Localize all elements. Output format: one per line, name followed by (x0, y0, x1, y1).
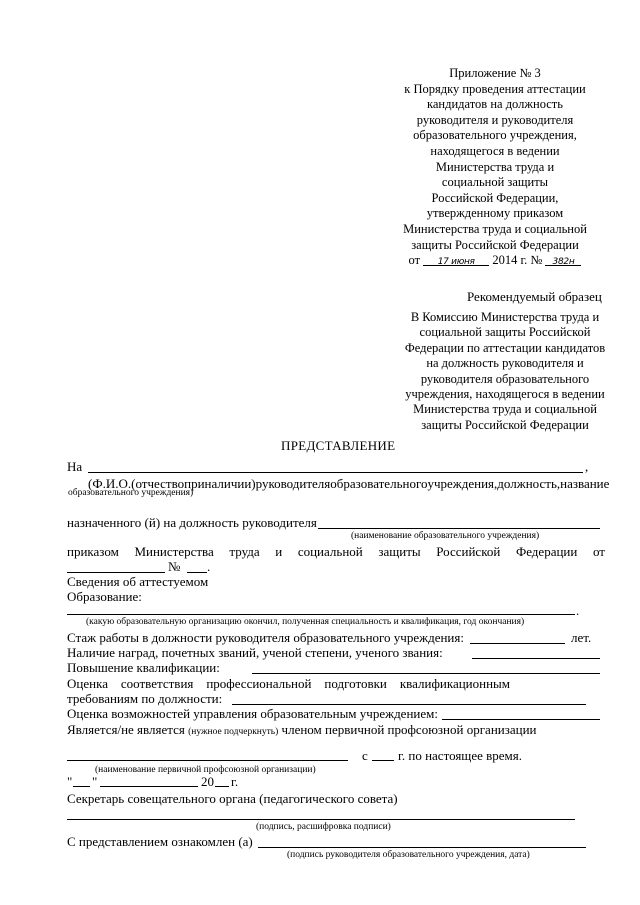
order-date-line (67, 572, 165, 573)
since-year-line (372, 760, 394, 761)
institution-line (318, 528, 600, 529)
acquainted-label: С представлением ознакомлен (а) (67, 834, 253, 849)
qualification-label: Повышение квалификации: (67, 660, 220, 675)
union-label (67, 722, 537, 738)
commission-line: социальной защиты Российской (419, 325, 591, 340)
date-quote-open: " (67, 774, 73, 789)
fio-hint-word: образовательного (330, 476, 428, 491)
fio-hint-line2: образовательного учреждения) (68, 488, 194, 498)
appendix-line: Министерства труда и (435, 159, 555, 174)
union-label-a: Является/не является (67, 722, 185, 737)
order-word: социальной (297, 544, 363, 559)
management-line (442, 719, 600, 720)
since-suffix: г. по настоящее время. (398, 748, 522, 763)
order-word: приказом (67, 544, 119, 559)
info-label: Сведения об аттестуемом (67, 574, 209, 589)
head-signature-line (258, 847, 586, 848)
management-label: Оценка возможностей управления образовательным учреждением: (67, 706, 438, 721)
appendix-block (360, 66, 630, 269)
head-signature-hint: (подпись руководителя образовательного учреждения, дата) (287, 850, 530, 860)
education-line (67, 614, 575, 615)
commission-line: Министерства труда и социальной (413, 402, 597, 417)
commission-address (380, 310, 630, 433)
date-day-line (73, 786, 90, 787)
experience-line (470, 643, 565, 644)
assessment-line2: требованиям по должности: (67, 691, 223, 706)
education-hint: (какую образовательную организацию окончил, полученная специальность и квалификация, год окончания) (86, 617, 525, 627)
assessment-word: подготовки (324, 676, 387, 691)
union-name-line (67, 760, 348, 761)
appendix-line: Министерства труда и социальной (403, 221, 587, 236)
document-title: ПРЕДСТАВЛЕНИЕ (281, 438, 396, 453)
appendix-line: социальной защиты (441, 175, 549, 190)
appointed-label: назначенного (й) на должность руководителя (67, 515, 317, 530)
fio-hint-word: руководителя (255, 476, 331, 491)
union-label-c: членом первичной профсоюзной организации (281, 722, 537, 737)
commission-line: защиты Российской Федерации (421, 417, 589, 432)
date-century: 20 (201, 774, 214, 789)
fio-line (88, 472, 583, 473)
awards-line (472, 658, 600, 659)
order-word: труда (229, 544, 260, 559)
secretary-signature-line (67, 819, 575, 820)
number-sign: № (168, 559, 181, 574)
fio-hint-word: наличии) (204, 476, 256, 491)
education-label: Образование: (67, 589, 142, 604)
education-dot: . (576, 603, 580, 618)
date-prefix: от (408, 253, 421, 268)
appendix-line: Российской Федерации, (431, 190, 559, 205)
number-tail: . (207, 559, 211, 574)
year-text: 2014 г. № (492, 253, 543, 268)
institution-hint: (наименование образовательного учреждения) (351, 531, 540, 541)
secretary-label: Секретарь совещательного органа (педагогического совета) (67, 791, 398, 806)
assessment-word: Оценка (67, 676, 108, 691)
fio-hint-word: при (184, 476, 205, 491)
appendix-line: к Порядку проведения аттестации (404, 81, 586, 96)
fio-hint-word: должность, (497, 476, 561, 491)
appendix-line: Приложение № 3 (449, 66, 541, 80)
order-number-line (187, 572, 207, 573)
assessment-line (67, 676, 510, 692)
fio-hint-word: (Ф.И.О. (88, 476, 132, 491)
date-year-suffix: г. (231, 774, 239, 789)
order-line (67, 544, 605, 560)
commission-line: Федерации по аттестации кандидатов (404, 340, 606, 355)
appendix-line: образовательного учреждения, (413, 128, 577, 143)
commission-line: учреждения, находящегося в ведении (405, 387, 605, 402)
assessment-word: профессиональной (206, 676, 312, 691)
commission-line: на должность руководителя и (426, 356, 584, 371)
fio-hint-word: (отчество (131, 476, 185, 491)
date-year-line (215, 786, 229, 787)
commission-line: руководителя образовательного (420, 371, 590, 386)
experience-unit: лет. (571, 630, 592, 645)
experience-label: Стаж работы в должности руководителя образовательного учреждения: (67, 630, 464, 645)
appendix-date-line (360, 253, 630, 269)
appendix-line: находящегося в ведении (430, 143, 560, 158)
appendix-line: утвержденному приказом (426, 206, 564, 221)
date-quote-close: " (92, 774, 98, 789)
order-word: Министерства (134, 544, 214, 559)
since-prefix: с (362, 748, 368, 763)
assessment-word: соответствия (120, 676, 194, 691)
order-word: Федерации (515, 544, 578, 559)
fio-hint-word: название (560, 476, 610, 491)
union-label-b: (нужное подчеркнуть) (188, 727, 279, 737)
handwritten-date: 17 июня (423, 253, 489, 266)
na-comma: , (585, 459, 589, 474)
assessment-word: квалификационным (399, 676, 510, 691)
appendix-line: руководителя и руководителя (416, 112, 574, 127)
fio-hint-word: учреждения, (427, 476, 498, 491)
signature-hint: (подпись, расшифровка подписи) (256, 822, 391, 832)
qualification-line (252, 673, 600, 674)
order-word: Российской (436, 544, 501, 559)
order-word: и (275, 544, 283, 559)
order-word: защиты (378, 544, 421, 559)
handwritten-number: 382н (545, 253, 581, 266)
sample-label: Рекомендуемый образец (467, 289, 602, 304)
commission-line: В Комиссию Министерства труда и (410, 310, 600, 324)
union-hint: (наименование первичной профсоюзной организации) (95, 765, 316, 775)
date-month-line (100, 786, 198, 787)
order-word: от (592, 544, 605, 559)
awards-label: Наличие наград, почетных званий, ученой степени, ученого звания: (67, 645, 443, 660)
assessment-field (232, 704, 586, 705)
na-label: На (67, 459, 83, 474)
appendix-line: защиты Российской Федерации (411, 237, 579, 252)
appendix-line: кандидатов на должность (427, 97, 563, 112)
